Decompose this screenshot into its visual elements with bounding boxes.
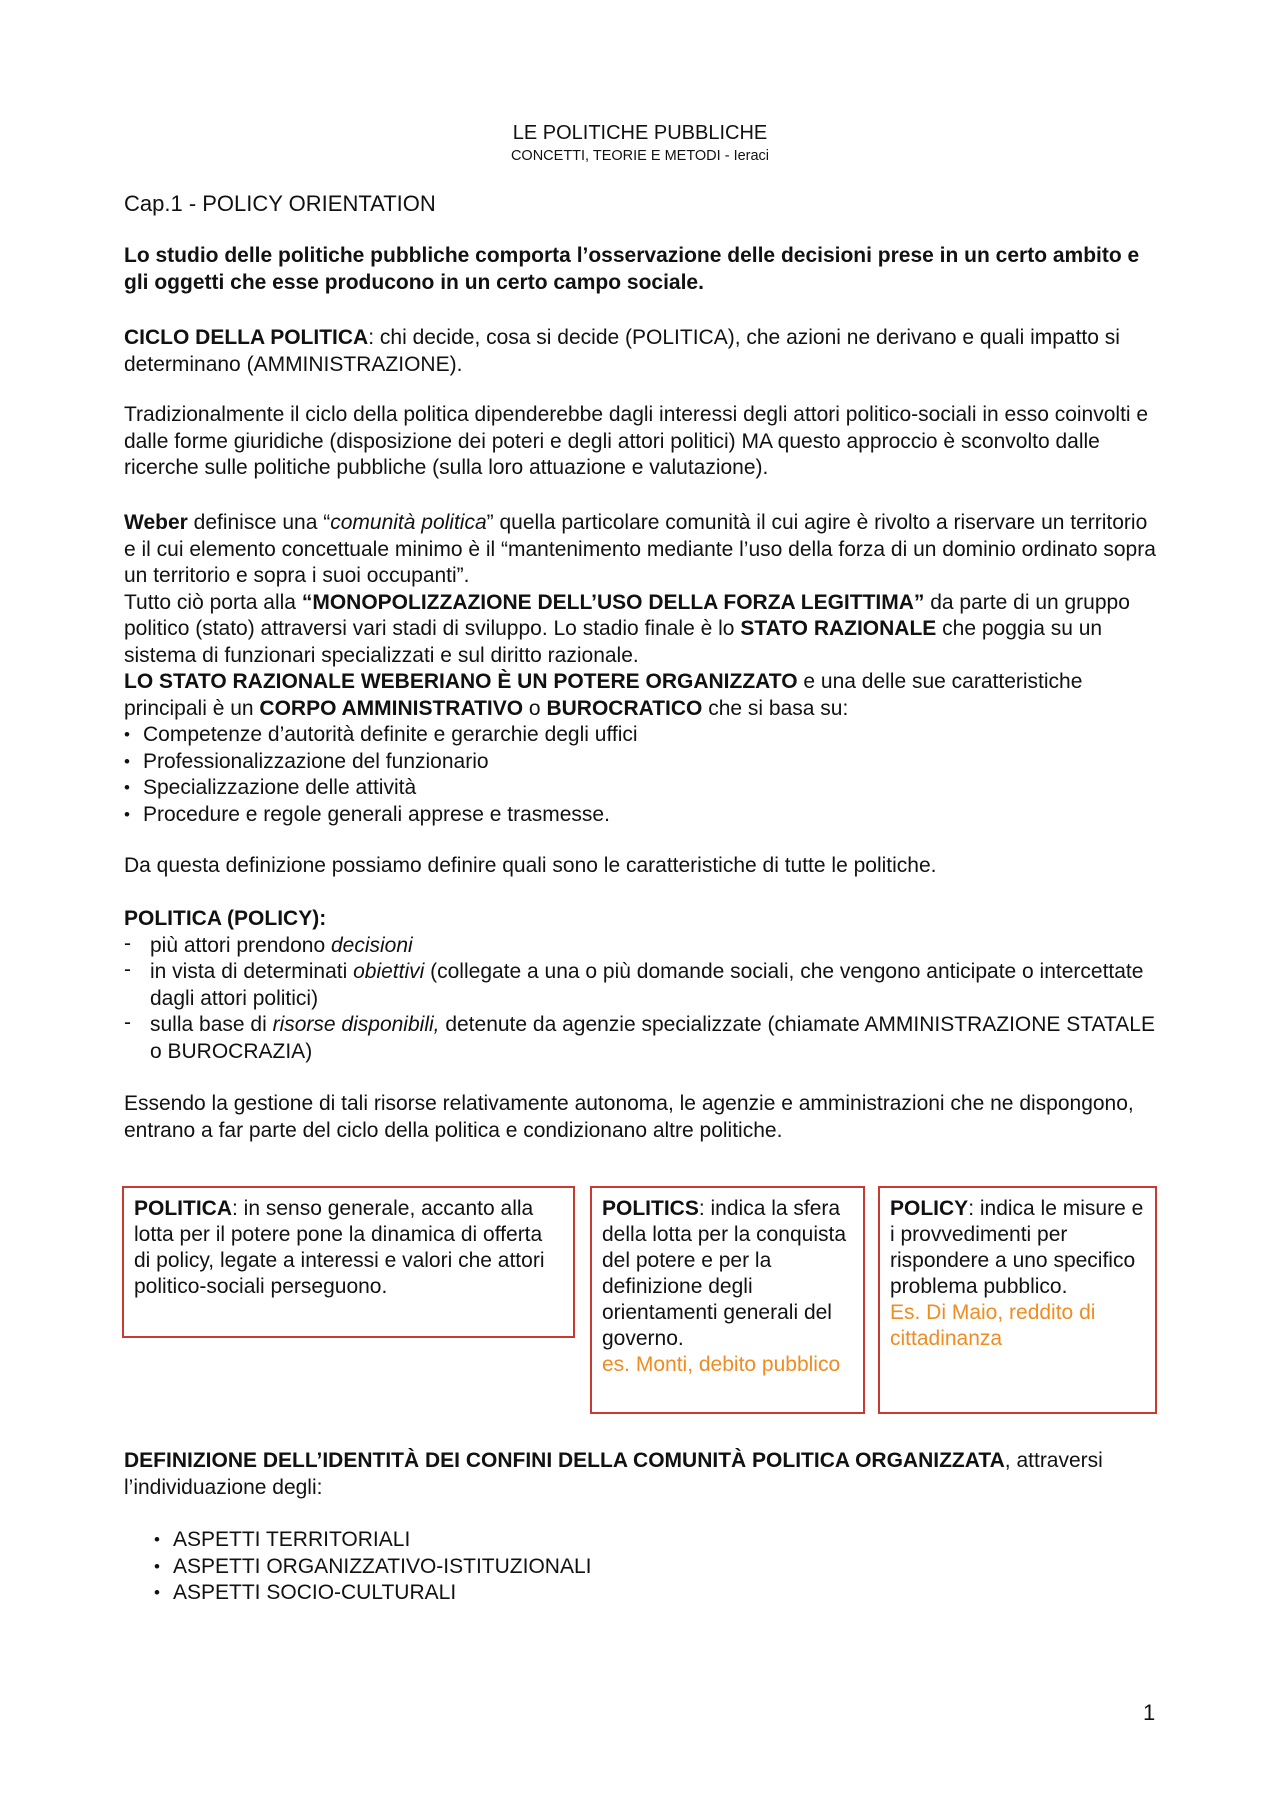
- monopoly-term: “MONOPOLIZZAZIONE DELL’USO DELLA FORZA LEGITTIMA”: [301, 590, 925, 614]
- box-policy-text: : indica le misure e i provvedimenti per rispondere a uno specifico problema pubblico.: [890, 1197, 1144, 1298]
- essendo-paragraph: Essendo la gestione di tali risorse relativamente autonoma, le agenzie e amministrazioni che ne dispongono, entrano a far parte del ciclo della politica e condizionano altre politiche.: [124, 1092, 1134, 1142]
- policy-item-2-text: in vista di determinati: [150, 960, 354, 983]
- corpo-term: CORPO AMMINISTRATIVO: [259, 696, 524, 720]
- confini-text: , attraversi l’individuazione degli:: [124, 1449, 1103, 1499]
- list-item: • Specializzazione delle attività: [124, 775, 1164, 802]
- weber-text-3: Tutto ciò porta alla: [124, 590, 302, 614]
- page-number: 1: [1143, 1700, 1156, 1725]
- confini-paragraph: [124, 1448, 1169, 1501]
- box-politica-text: : in senso generale, accanto alla lotta per il potere pone la dinamica di offerta di policy, legate a interessi e valori che attori politico-sociali perseguono.: [134, 1197, 545, 1298]
- list-item: • Competenze d’autorità definite e gerarchie degli uffici: [124, 722, 1164, 749]
- policy-item-1-text: più attori prendono: [150, 933, 331, 957]
- ciclo-term: CICLO DELLA POLITICA: [124, 326, 369, 349]
- list-item: • Professionalizzazione del funzionario: [124, 749, 1164, 776]
- policy-item-3-post: detenute da agenzie specializzate (chiamate AMMINISTRAZIONE STATALE o BUROCRAZIA): [150, 1013, 1155, 1063]
- list-item: • Procedure e regole generali apprese e trasmesse.: [124, 802, 1164, 829]
- policy-item-3-em: risorse disponibili,: [272, 1013, 440, 1036]
- weber-name: Weber: [124, 511, 188, 534]
- box-policy-example: Es. Di Maio, reddito di cittadinanza: [890, 1301, 1096, 1350]
- weber-text-1: definisce una “: [187, 511, 331, 534]
- stato-razionale-term: STATO RAZIONALE: [740, 617, 937, 640]
- weber-text-4: da parte di un gruppo politico (stato) attraversi vari stadi di sviluppo. Lo stadio finale è lo: [124, 590, 1130, 640]
- document-title: LE POLITICHE PUBBLICHE: [512, 122, 768, 144]
- weber-text-6: e una delle sue caratteristiche principali è un: [124, 670, 1083, 720]
- box-politics-example: es. Monti, debito pubblico: [602, 1353, 841, 1376]
- box-politics: [590, 1186, 865, 1414]
- chapter-heading: Cap.1 - POLICY ORIENTATION: [124, 191, 436, 216]
- definizione-paragraph: Da questa definizione possiamo definire quali sono le caratteristiche di tutte le politiche.: [124, 854, 937, 877]
- policy-item-1-em: decisioni: [330, 933, 413, 957]
- list-item: [124, 959, 1164, 1012]
- list-item: • ASPETTI TERRITORIALI: [124, 1527, 1164, 1554]
- policy-list: [124, 933, 1164, 1066]
- weber-text-7: o: [523, 696, 547, 720]
- policy-item-2-em: obiettivi: [353, 960, 425, 983]
- list-item: • ASPETTI ORGANIZZATIVO-ISTITUZIONALI: [124, 1554, 1164, 1581]
- weber-text-5: che poggia su un sistema di funzionari specializzati e sul diritto razionale.: [124, 617, 1103, 667]
- policy-heading: POLITICA (POLICY):: [124, 907, 327, 930]
- confini-heading: DEFINIZIONE DELL’IDENTITÀ DEI CONFINI DELLA COMUNITÀ POLITICA ORGANIZZATA: [124, 1449, 1005, 1472]
- box-policy: [878, 1186, 1157, 1414]
- policy-item-3-text: sulla base di: [150, 1013, 273, 1036]
- list-item: [124, 1012, 1164, 1065]
- aspects-list: [124, 1527, 1164, 1607]
- weber-text-8: che si basa su:: [702, 696, 849, 720]
- intro-text: Lo studio delle politiche pubbliche comporta l’osservazione delle decisioni prese in un certo ambito e gli oggetti che esse producono in un certo campo sociale.: [124, 244, 1140, 294]
- list-item: • ASPETTI SOCIO-CULTURALI: [124, 1580, 1164, 1607]
- box-politica: [122, 1186, 575, 1338]
- weberiano-term: LO STATO RAZIONALE WEBERIANO È UN POTERE ORGANIZZATO: [124, 670, 798, 693]
- ciclo-text: : chi decide, cosa si decide (POLITICA), che azioni ne derivano e quali impatto si determinano (AMMINISTRAZIONE).: [124, 326, 1120, 376]
- box-policy-term: POLICY: [890, 1197, 969, 1220]
- ciclo-paragraph: [124, 325, 1164, 378]
- tradizionale-paragraph: Tradizionalmente il ciclo della politica dipenderebbe dagli interessi degli attori politico-sociali in esso coinvolti e dalle forme giuridiche (disposizione dei poteri e degli attori politici) MA questo approccio è sconvolto dalle ricerche sulle politiche pubbliche (sulla loro attuazione e valutazione).: [124, 403, 1149, 479]
- document-subtitle: CONCETTI, TEORIE E METODI - Ieraci: [510, 148, 770, 164]
- policy-item-2-post: (collegate a una o più domande sociali, che vengono anticipate o intercettate dagli attori politici): [150, 960, 1144, 1010]
- burocratico-term: BUROCRATICO: [546, 696, 703, 720]
- box-politica-term: POLITICA: [134, 1197, 232, 1220]
- features-list: [124, 722, 1164, 828]
- weber-concept: comunità politica: [330, 511, 487, 534]
- box-politics-term: POLITICS: [602, 1197, 699, 1220]
- weber-paragraph: [124, 510, 1164, 828]
- list-item: [124, 933, 1164, 960]
- box-politics-text: : indica la sfera della lotta per la conquista del potere e per la definizione degli orientamenti generali del governo.: [602, 1197, 846, 1350]
- weber-text-2: ” quella particolare comunità il cui agire è rivolto a riservare un territorio e il cui elemento concettuale minimo è il “mantenimento mediante l’uso della forza di un dominio ordinato sopra un territorio e sopra i suoi occupanti”.: [124, 511, 1156, 587]
- intro-paragraph: [124, 243, 1164, 296]
- policy-section: [124, 906, 1164, 1065]
